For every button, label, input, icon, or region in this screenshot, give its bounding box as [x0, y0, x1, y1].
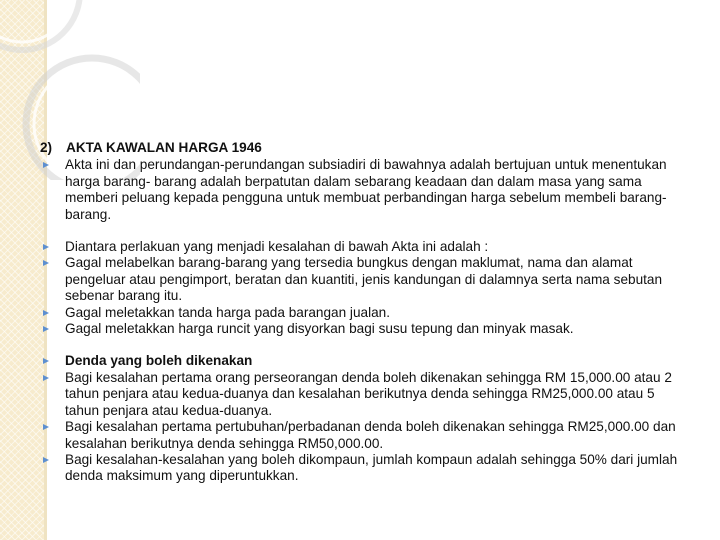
list-item — [40, 157, 692, 223]
list-item — [40, 419, 692, 452]
bullet-icon — [40, 370, 65, 419]
penalties-heading: Denda yang boleh dikenakan — [65, 353, 253, 369]
section-number: 2) — [40, 140, 53, 155]
offence-item: Gagal melabelkan barang-barang yang tersedia bungkus dengan maklumat, nama dan alamat pengeluar atau pengimport, beratan dan kuantiti, jenis kandungan di dalamnya serta nama sebutan sebenar barang itu. — [65, 255, 663, 304]
list-item — [40, 353, 692, 369]
section-title: AKTA KAWALAN HARGA 1946 — [66, 140, 262, 155]
bullet-icon — [40, 239, 65, 255]
offences-intro: Diantara perlakuan yang menjadi kesalahan di bawah Akta ini adalah : — [65, 239, 489, 255]
section-heading — [40, 140, 692, 156]
offence-item: Gagal meletakkan tanda harga pada barangan jualan. — [65, 304, 390, 320]
paragraph-purpose: Akta ini dan perundangan-perundangan subsiadiri di bawahnya adalah bertujuan untuk menentukan harga barang- barang adalah berpatutan dalam sebarang keadaan dan dalam masa yang sama memberi peluang kepada pengguna untuk membuat perbandingan harga sebelum membeli barang-barang. — [65, 157, 667, 222]
bullet-icon — [40, 157, 65, 223]
bullet-icon — [40, 452, 65, 485]
slide-content — [40, 140, 692, 485]
bullet-icon — [40, 419, 65, 452]
list-item — [40, 452, 692, 485]
bullet-icon — [40, 321, 65, 337]
penalty-item: Bagi kesalahan pertama pertubuhan/perbadanan denda boleh dikenakan sehingga RM25,000.00 dan kesalahan berikutnya denda sehingga RM50,000.00. — [65, 419, 676, 451]
list-item — [40, 255, 692, 304]
list-item — [40, 305, 692, 321]
spacer — [40, 223, 692, 239]
offence-item: Gagal meletakkan harga runcit yang disyorkan bagi susu tepung dan minyak masak. — [65, 321, 574, 337]
list-item — [40, 321, 692, 337]
bullet-icon — [40, 305, 65, 321]
bullet-icon — [40, 255, 65, 304]
penalty-item: Bagi kesalahan-kesalahan yang boleh dikompaun, jumlah kompaun adalah sehingga 50% dari jumlah denda maksimum yang diperuntukkan. — [65, 451, 678, 484]
list-item — [40, 370, 692, 419]
bullet-icon — [40, 353, 65, 369]
list-item — [40, 239, 692, 255]
spacer — [40, 337, 692, 353]
penalty-item: Bagi kesalahan pertama orang perseorangan denda boleh dikenakan sehingga RM 15,000.00 atau 2 tahun penjara atau kedua-duanya dan kesalahan berikutnya denda sehingga RM25,000.00 atau 5 tahun penjara atau kedua-duanya. — [65, 369, 672, 418]
